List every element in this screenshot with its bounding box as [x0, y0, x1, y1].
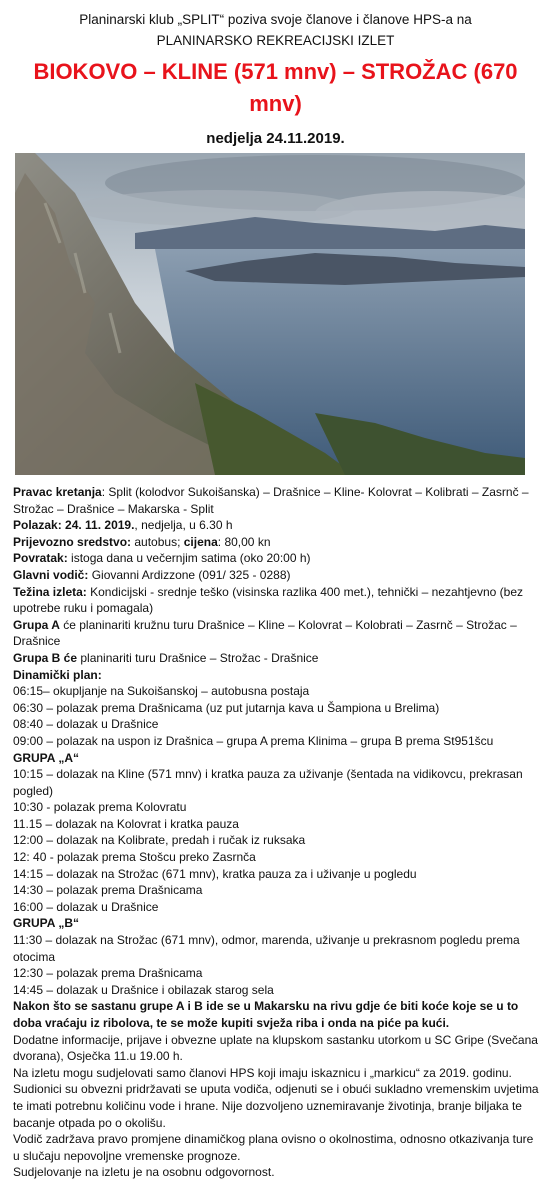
group-a-item-1: 10:15 – dolazak na Kline (571 mnv) i kratka pauza za uživanje (šentada na vidikovcu, prekrasan pogled) [13, 767, 523, 798]
group-a-item-4: 12:00 – dolazak na Kolibrate, predah i ručak iz ruksaka [13, 833, 306, 848]
difficulty-label: Težina izleta: [13, 584, 87, 599]
group-a-line [13, 617, 541, 650]
group-b-text: planinariti turu Drašnice – Strožac - Drašnice [77, 650, 319, 665]
intro-line-2: PLANINARSKO REKREACIJSKI IZLET [156, 33, 395, 48]
group-b-item-3: 14:45 – dolazak u Drašnice i obilazak starog sela [13, 982, 274, 997]
group-a-label: Grupa A [13, 617, 60, 632]
transport-value: autobus; [131, 534, 184, 549]
departure-line [13, 517, 541, 534]
responsibility-note: Sudjelovanje na izletu je na osobnu odgovornost. [13, 1165, 275, 1180]
group-b-item-2: 12:30 – polazak prema Drašnicama [13, 966, 203, 981]
guide-text: Giovanni Ardizzone (091/ 325 - 0288) [88, 567, 291, 582]
return-text: istoga dana u večernjim satima (oko 20:00 h) [67, 551, 311, 566]
group-a-heading: GRUPA „A“ [13, 750, 79, 765]
plan-item-4: 09:00 – polazak na uspon iz Drašnica – grupa A prema Klinima – grupa B prema St951šcu [13, 733, 494, 748]
trip-details [13, 484, 541, 1181]
page-title: BIOKOVO – KLINE (571 mnv) – STROŽAC (670 mnv) [33, 59, 518, 116]
transport-line [13, 534, 541, 551]
landscape-photo [15, 153, 525, 475]
departure-label: Polazak: 24. 11. 2019. [13, 518, 135, 533]
group-a-item-7: 14:30 – polazak prema Drašnicama [13, 883, 203, 898]
guide-rights-note: Vodič zadržava pravo promjene dinamičkog plana ovisno o okolnostima, odnosno otkazivanja ture u slučaju nepovoljne vremenske prognoze. [13, 1132, 534, 1163]
return-line [13, 550, 541, 567]
membership-note: Na izletu mogu sudjelovati samo članovi HPS koji imaju iskaznicu i „markicu“ za 2019. godinu. [13, 1065, 512, 1080]
group-b-line [13, 650, 541, 667]
route-text: : Split (kolodvor Sukoišanska) – Drašnice – Kline- Kolovrat – Kolibrati – Zasrnč – Strožac – Drašnice – Makarska - Split [13, 485, 529, 516]
difficulty-text: Kondicijski - srednje teško (visinska razlika 400 met.), tehnički – nezahtjevno (bez upotrebe ruku i pomagala) [13, 584, 523, 616]
difficulty-line [13, 584, 541, 617]
group-b-label: Grupa B će [13, 650, 78, 665]
group-a-item-8: 16:00 – dolazak u Drašnice [13, 899, 159, 914]
event-date: nedjelja 24.11.2019. [206, 130, 345, 147]
rules-note: Sudionici su obvezni pridržavati se uputa vodiča, odjenuti se i obući sukladno vremenskim uvjetima te imati potrebnu količinu vode i hrane. Nije dozvoljeno uznemiravanje životinja, branje biljaka te bacanje otpada po o okolišu. [13, 1082, 539, 1130]
guide-line [13, 567, 541, 584]
plan-item-3: 08:40 – dolazak u Drašnice [13, 717, 159, 732]
group-b-heading: GRUPA „B“ [13, 916, 79, 931]
makarska-note: Nakon što se sastanu grupe A i B ide se u Makarsku na rivu gdje će biti koće koje se u to doba vraćaju iz ribolova, te se može kupiti svježa riba i onda na piće pa kući. [13, 999, 519, 1030]
departure-text: , nedjelja, u 6.30 h [134, 518, 233, 533]
plan-item-2: 06:30 – polazak prema Drašnicama (uz put jutarnja kava u Šampiona u Brelima) [13, 700, 440, 715]
group-a-item-2: 10:30 - polazak prema Kolovratu [13, 800, 187, 815]
guide-label: Glavni vodič: [13, 567, 89, 582]
intro-line-1: Planinarski klub „SPLIT“ poziva svoje članove i članove HPS-a na [79, 12, 472, 27]
intro [0, 0, 551, 51]
info-note: Dodatne informacije, prijave i obvezne uplate na klupskom sastanku utorkom u SC Gripe (Svečana dvorana), Osječka 11.u 19.00 h. [13, 1032, 538, 1064]
price-label: cijena [183, 534, 218, 549]
group-a-item-6: 14:15 – dolazak na Strožac (671 mnv), kratka pauza za i uživanje u pogledu [13, 866, 417, 881]
return-label: Povratak: [13, 551, 68, 566]
group-b-item-1: 11:30 – dolazak na Strožac (671 mnv), odmor, marenda, uživanje u prekrasnom pogledu prema otocima [13, 933, 520, 964]
plan-item-1: 06:15– okupljanje na Sukoišanskoj – autobusna postaja [13, 684, 310, 699]
plan-heading: Dinamički plan: [13, 667, 102, 682]
group-a-text: će planinariti kružnu turu Drašnice – Kline – Kolovrat – Kolobrati – Zasrnč – Strožac – Drašnice [13, 617, 517, 649]
transport-label: Prijevozno sredstvo: [13, 534, 132, 549]
group-a-item-5: 12: 40 - polazak prema Stošcu preko Zasrnča [13, 850, 256, 865]
route-line [13, 484, 541, 517]
price-value: : 80,00 kn [217, 534, 271, 549]
group-a-item-3: 11.15 – dolazak na Kolovrat i kratka pauza [13, 816, 239, 831]
sea-cliff-photo-illustration [15, 153, 525, 475]
route-label: Pravac kretanja [13, 485, 102, 499]
